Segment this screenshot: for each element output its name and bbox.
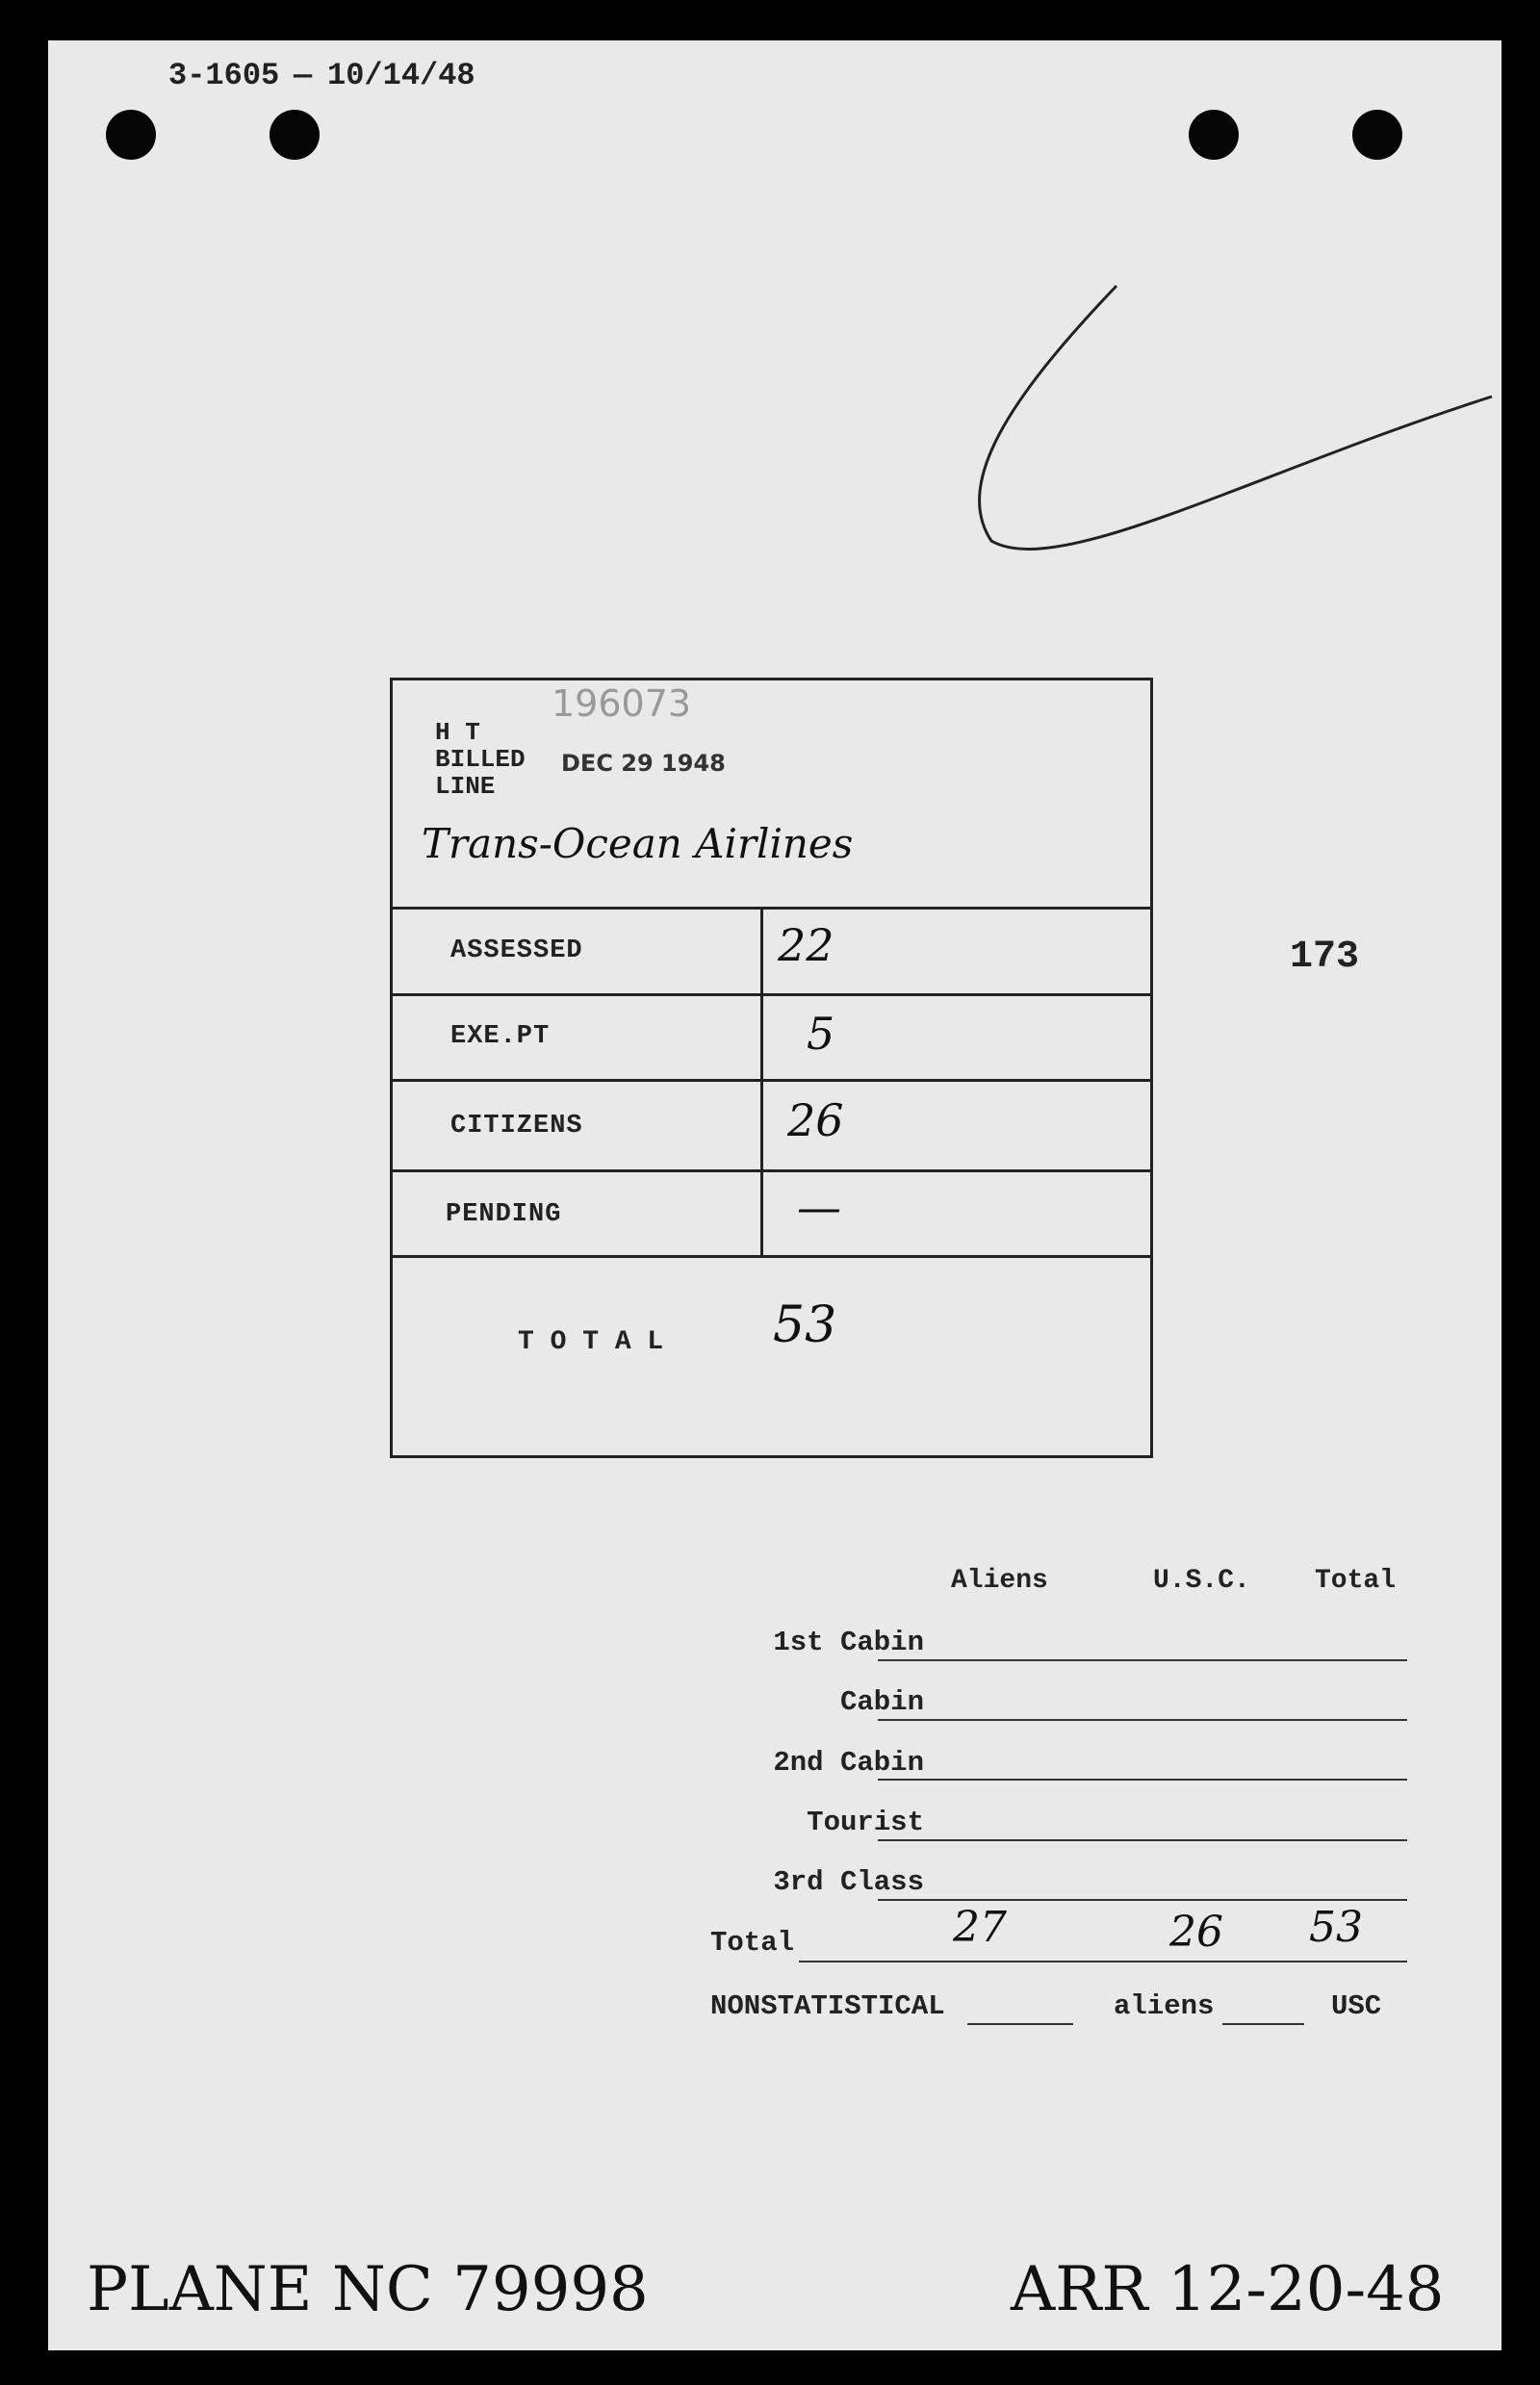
assessed-value: 22	[778, 919, 834, 971]
total-label: T O T A L	[518, 1327, 664, 1357]
exempt-value: 5	[807, 1008, 835, 1060]
row-line	[799, 1961, 1407, 1962]
form-date: 10/14/48	[327, 58, 475, 93]
row-line	[878, 1659, 1407, 1661]
column-divider	[760, 907, 763, 1255]
pending-label: PENDING	[446, 1200, 562, 1229]
punch-hole	[1189, 110, 1239, 160]
plane-number: PLANE NC 79998	[87, 2254, 649, 2325]
arrival-date: ARR 12-20-48	[1011, 2254, 1445, 2325]
header-dash: —	[294, 58, 313, 93]
punch-hole	[1352, 110, 1402, 160]
nonstatistical-label: NONSTATISTICAL	[710, 1990, 945, 2022]
nonstat-usc-label: USC	[1331, 1990, 1382, 2022]
nonstat-aliens-line	[967, 2023, 1073, 2025]
row-line	[878, 1839, 1407, 1841]
line-name: Trans-Ocean Airlines	[422, 820, 854, 867]
row-line	[878, 1899, 1407, 1901]
billing-stamp	[390, 678, 1153, 1458]
side-mark: 173	[1290, 936, 1360, 979]
row-label-tourist: Tourist	[807, 1807, 924, 1838]
column-header-total: Total	[1315, 1566, 1397, 1596]
document-page	[48, 40, 1502, 2350]
total-value: 53	[773, 1296, 837, 1354]
row-line	[878, 1719, 1407, 1721]
divider	[393, 993, 1150, 996]
stamp-label-line: LINE	[435, 772, 496, 801]
assessed-label: ASSESSED	[450, 936, 583, 965]
total-aliens: 27	[953, 1903, 1007, 1952]
divider	[393, 1079, 1150, 1082]
row-label-3rd-class: 3rd Class	[773, 1866, 924, 1898]
billed-date: DEC 29 1948	[561, 750, 726, 777]
row-line	[878, 1779, 1407, 1781]
divider	[393, 1255, 1150, 1258]
citizens-value: 26	[787, 1094, 844, 1146]
stamp-label-billed: BILLED	[435, 745, 526, 774]
column-header-aliens: Aliens	[951, 1566, 1048, 1596]
nonstat-aliens-label: aliens	[1114, 1990, 1215, 2022]
divider	[393, 907, 1150, 910]
form-number: 3-1605	[168, 58, 280, 93]
punch-hole	[270, 110, 320, 160]
nonstat-usc-line	[1222, 2023, 1304, 2025]
total-total: 53	[1309, 1903, 1363, 1952]
check-mark	[934, 233, 1511, 618]
row-label-2nd-cabin: 2nd Cabin	[773, 1747, 924, 1779]
stamp-label-ht: H T	[435, 718, 480, 747]
citizens-label: CITIZENS	[450, 1112, 583, 1141]
exempt-label: EXE.PT	[450, 1022, 551, 1051]
total-usc: 26	[1169, 1908, 1223, 1957]
pending-value: —	[797, 1181, 841, 1233]
divider	[393, 1169, 1150, 1172]
column-header-usc: U.S.C.	[1153, 1566, 1250, 1596]
row-label-total: Total	[710, 1927, 795, 1959]
punch-hole	[106, 110, 156, 160]
stamp-serial: 196073	[552, 682, 692, 725]
row-label-cabin: Cabin	[839, 1686, 924, 1718]
row-label-1st-cabin: 1st Cabin	[773, 1627, 924, 1658]
